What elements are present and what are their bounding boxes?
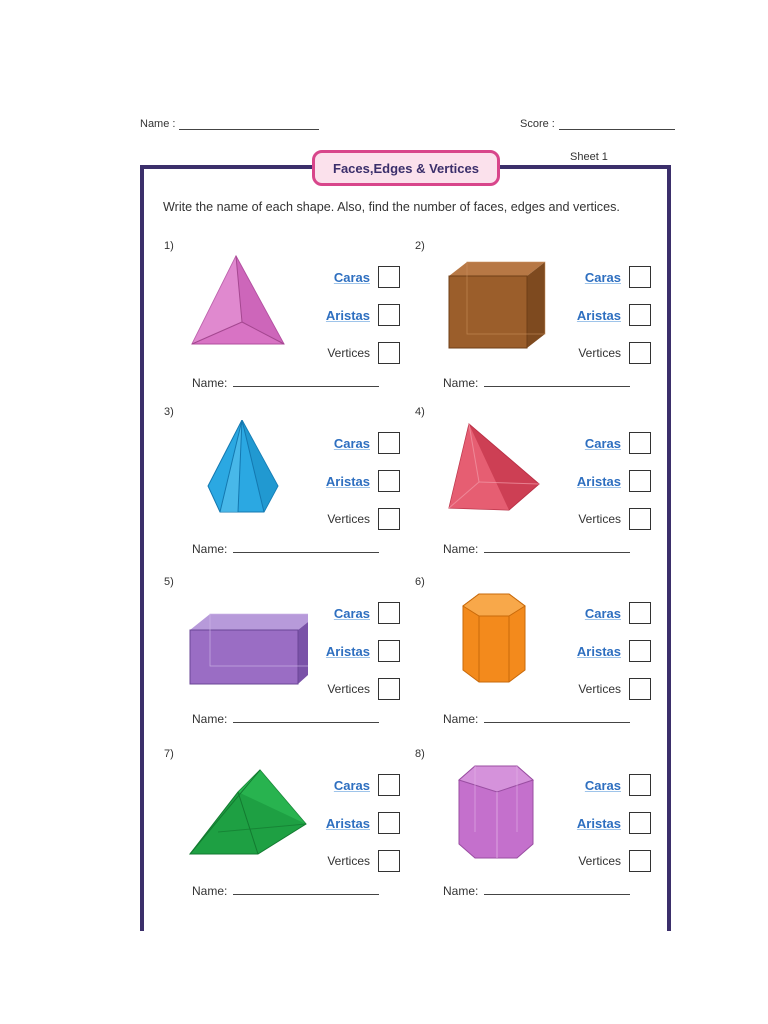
problem-number: 2)	[415, 240, 425, 252]
problem-2	[415, 240, 665, 410]
sheet-label: Sheet 1	[570, 151, 608, 163]
problem-3	[164, 406, 414, 576]
instructions: Write the name of each shape. Also, find the number of faces, edges and vertices.	[163, 200, 620, 214]
shape-name-field[interactable]	[233, 376, 379, 387]
vertices-answer-box[interactable]	[629, 850, 651, 872]
vertices-answer-box[interactable]	[378, 342, 400, 364]
vertices-answer-box[interactable]	[629, 678, 651, 700]
problem-6	[415, 576, 665, 746]
vertices-answer-box[interactable]	[378, 850, 400, 872]
shape-name-label: Name:	[192, 376, 228, 390]
vertices-answer-box[interactable]	[629, 508, 651, 530]
shape-name-field[interactable]	[233, 542, 379, 553]
vertices-answer-box[interactable]	[378, 508, 400, 530]
faces-label: Caras	[584, 777, 621, 793]
pentagonal-prism-icon	[439, 762, 559, 862]
shape-name-field[interactable]	[484, 712, 630, 723]
cube-icon	[439, 254, 559, 354]
problem-8	[415, 748, 665, 918]
edges-label: Aristas	[576, 307, 621, 323]
shape-name-field[interactable]	[233, 712, 379, 723]
edges-answer-box[interactable]	[629, 304, 651, 326]
shape-name-field[interactable]	[484, 884, 630, 895]
vertices-label: Vertices	[578, 512, 621, 526]
shape-name-label: Name:	[192, 884, 228, 898]
faces-answer-box[interactable]	[378, 774, 400, 796]
edges-label: Aristas	[576, 815, 621, 831]
vertices-label: Vertices	[327, 854, 370, 868]
edges-label: Aristas	[576, 643, 621, 659]
square-pyramid-icon	[439, 420, 559, 520]
faces-answer-box[interactable]	[378, 602, 400, 624]
faces-label: Caras	[584, 605, 621, 621]
problem-number: 5)	[164, 576, 174, 588]
faces-label: Caras	[333, 435, 370, 451]
vertices-answer-box[interactable]	[378, 678, 400, 700]
problem-number: 3)	[164, 406, 174, 418]
worksheet-title: Faces,Edges & Vertices	[312, 150, 500, 186]
vertices-label: Vertices	[578, 346, 621, 360]
faces-answer-box[interactable]	[629, 432, 651, 454]
vertices-answer-box[interactable]	[629, 342, 651, 364]
faces-label: Caras	[333, 777, 370, 793]
edges-label: Aristas	[325, 473, 370, 489]
faces-answer-box[interactable]	[378, 432, 400, 454]
edges-answer-box[interactable]	[378, 812, 400, 834]
student-name-field[interactable]	[179, 119, 319, 130]
problem-number: 7)	[164, 748, 174, 760]
vertices-label: Vertices	[327, 346, 370, 360]
problem-4	[415, 406, 665, 576]
vertices-label: Vertices	[327, 682, 370, 696]
faces-label: Caras	[333, 605, 370, 621]
problem-1	[164, 240, 414, 410]
edges-answer-box[interactable]	[378, 470, 400, 492]
vertices-label: Vertices	[578, 854, 621, 868]
shape-name-field[interactable]	[484, 542, 630, 553]
shape-name-label: Name:	[192, 542, 228, 556]
edges-answer-box[interactable]	[629, 812, 651, 834]
shape-name-field[interactable]	[484, 376, 630, 387]
faces-label: Caras	[584, 435, 621, 451]
faces-answer-box[interactable]	[378, 266, 400, 288]
vertices-label: Vertices	[327, 512, 370, 526]
edges-label: Aristas	[576, 473, 621, 489]
shape-name-field[interactable]	[233, 884, 379, 895]
triangular-prism-icon	[188, 762, 308, 862]
shape-name-label: Name:	[443, 542, 479, 556]
problem-number: 4)	[415, 406, 425, 418]
hexagonal-prism-icon	[439, 590, 559, 690]
shape-name-label: Name:	[443, 884, 479, 898]
problem-number: 6)	[415, 576, 425, 588]
edges-answer-box[interactable]	[629, 470, 651, 492]
triangular-pyramid-icon	[188, 254, 308, 354]
edges-label: Aristas	[325, 815, 370, 831]
edges-answer-box[interactable]	[629, 640, 651, 662]
shape-name-label: Name:	[192, 712, 228, 726]
faces-answer-box[interactable]	[629, 266, 651, 288]
score-label: Score :	[520, 118, 555, 130]
problem-number: 1)	[164, 240, 174, 252]
vertices-label: Vertices	[578, 682, 621, 696]
problem-number: 8)	[415, 748, 425, 760]
score-field[interactable]	[559, 119, 675, 130]
shape-name-label: Name:	[443, 712, 479, 726]
student-name-row	[140, 118, 319, 130]
faces-label: Caras	[584, 269, 621, 285]
faces-answer-box[interactable]	[629, 774, 651, 796]
edges-label: Aristas	[325, 307, 370, 323]
faces-label: Caras	[333, 269, 370, 285]
problem-5	[164, 576, 414, 746]
shape-name-label: Name:	[443, 376, 479, 390]
problem-7	[164, 748, 414, 918]
pentagonal-pyramid-icon	[188, 420, 308, 520]
edges-answer-box[interactable]	[378, 640, 400, 662]
student-name-label: Name :	[140, 118, 176, 130]
rectangular-prism-icon	[188, 590, 308, 690]
edges-answer-box[interactable]	[378, 304, 400, 326]
faces-answer-box[interactable]	[629, 602, 651, 624]
edges-label: Aristas	[325, 643, 370, 659]
score-row	[520, 118, 675, 130]
